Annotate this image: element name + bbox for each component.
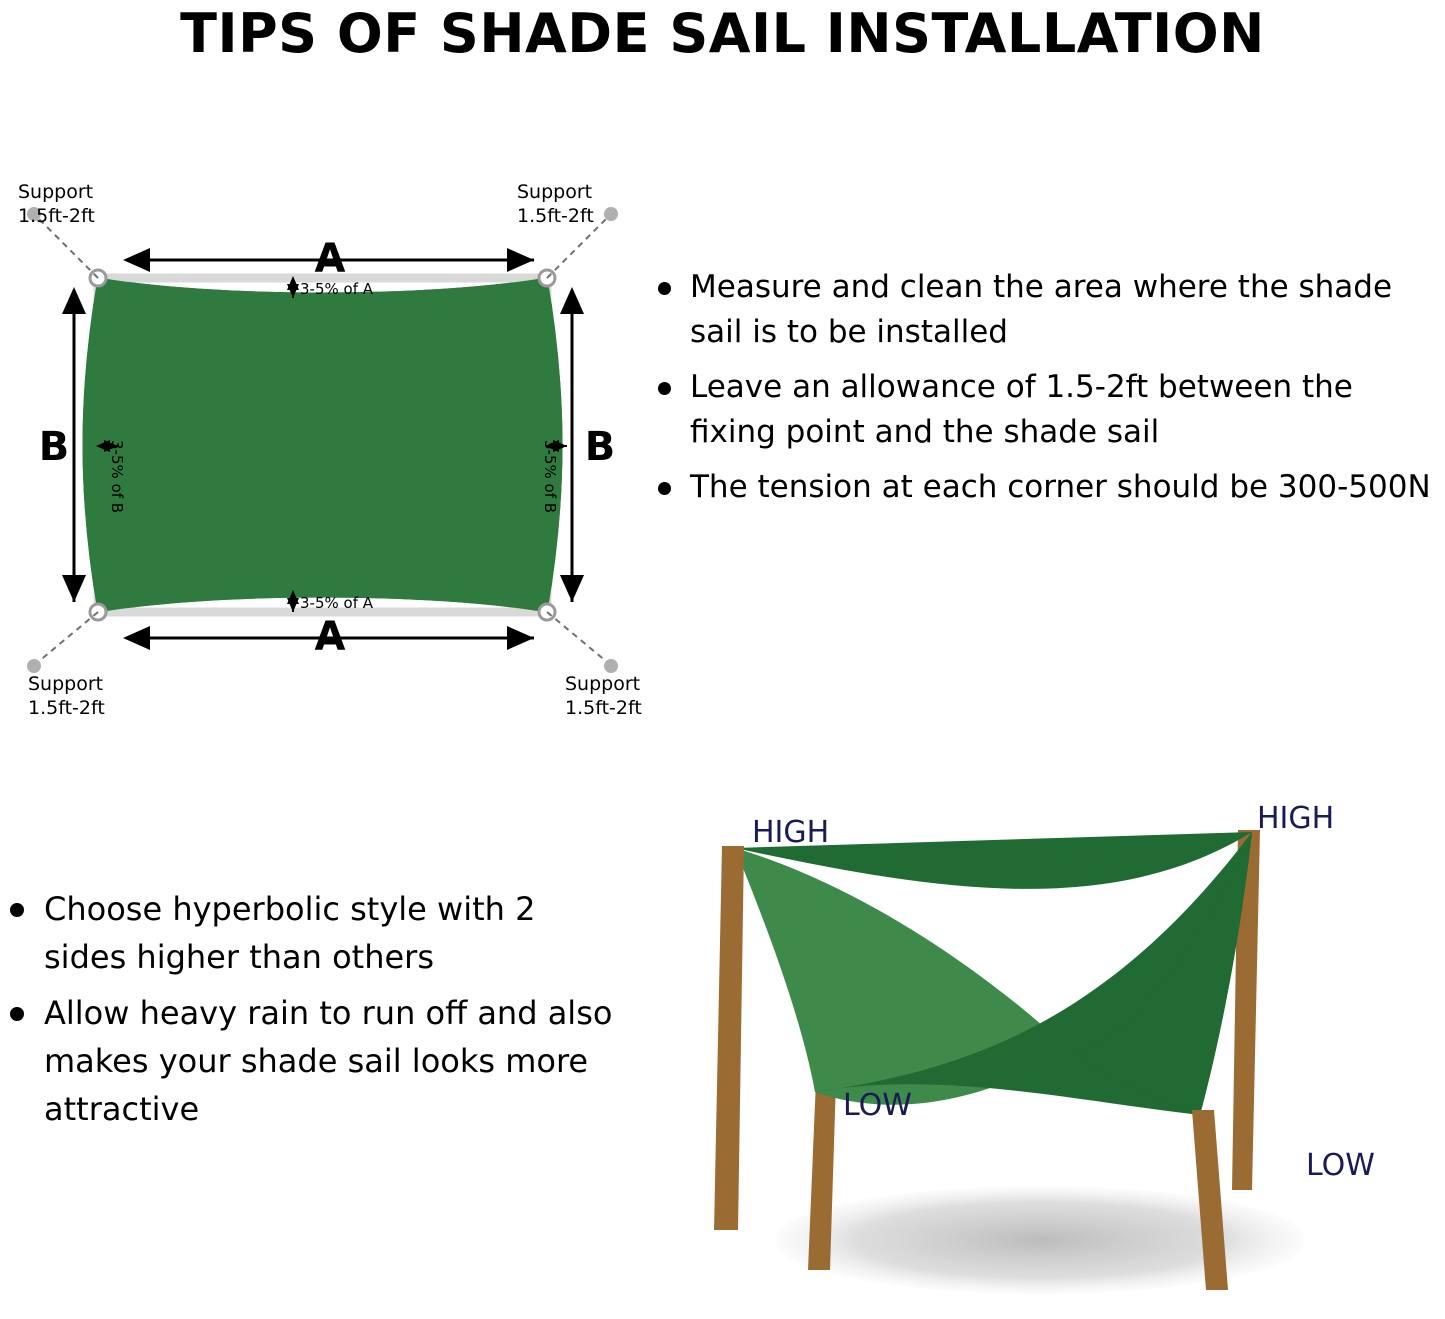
support-line bbox=[547, 612, 607, 662]
support-label-top-right: Support bbox=[517, 181, 593, 203]
list-item: Allow heavy rain to run off and also makes your shade sail looks more attractive bbox=[4, 989, 624, 1133]
label-low-left: LOW bbox=[843, 1088, 912, 1123]
rectangular-sail-diagram bbox=[0, 150, 660, 730]
support-line bbox=[38, 612, 98, 662]
hyperbolic-sail-diagram bbox=[640, 770, 1445, 1319]
list-item: Choose hyperbolic style with 2 sides higher than others bbox=[4, 885, 624, 981]
support-line bbox=[38, 218, 98, 278]
curve-label-right: 3-5% of B bbox=[541, 440, 559, 514]
tips-list-top bbox=[648, 265, 1445, 520]
post-high-left bbox=[714, 846, 744, 1230]
support-label-top-left-value: 1.5ft-2ft bbox=[18, 205, 95, 227]
curve-label-left: 3-5% of B bbox=[108, 440, 126, 514]
support-label-bottom-left: Support bbox=[28, 673, 104, 695]
anchor-point bbox=[604, 659, 618, 673]
support-label-bottom-right: Support bbox=[565, 673, 641, 695]
support-label-bottom-left-value: 1.5ft-2ft bbox=[28, 697, 105, 719]
curve-label-top: 3-5% of A bbox=[300, 280, 374, 298]
support-label-top-left: Support bbox=[18, 181, 94, 203]
label-high-left: HIGH bbox=[752, 815, 830, 850]
page-title: TIPS OF SHADE SAIL INSTALLATION bbox=[180, 2, 1265, 65]
anchor-point bbox=[27, 659, 41, 673]
dim-label-left-b: B bbox=[38, 424, 70, 470]
support-label-bottom-right-value: 1.5ft-2ft bbox=[565, 697, 642, 719]
anchor-point bbox=[604, 207, 618, 221]
dim-label-top-a: A bbox=[314, 236, 346, 282]
list-item: Leave an allowance of 1.5-2ft between the fixing point and the shade sail bbox=[648, 365, 1445, 455]
list-item: The tension at each corner should be 300-500N bbox=[648, 465, 1445, 510]
sail-shape-outline bbox=[83, 278, 562, 612]
support-line bbox=[547, 218, 607, 278]
dim-label-right-b: B bbox=[584, 424, 616, 470]
tips-list-bottom bbox=[4, 885, 624, 1141]
support-label-top-right-value: 1.5ft-2ft bbox=[517, 205, 594, 227]
label-low-right: LOW bbox=[1306, 1148, 1375, 1183]
list-item: Measure and clean the area where the shade sail is to be installed bbox=[648, 265, 1445, 355]
dim-label-bottom-a: A bbox=[314, 614, 346, 660]
curve-label-bottom: 3-5% of A bbox=[300, 594, 374, 612]
label-high-right: HIGH bbox=[1257, 801, 1335, 836]
